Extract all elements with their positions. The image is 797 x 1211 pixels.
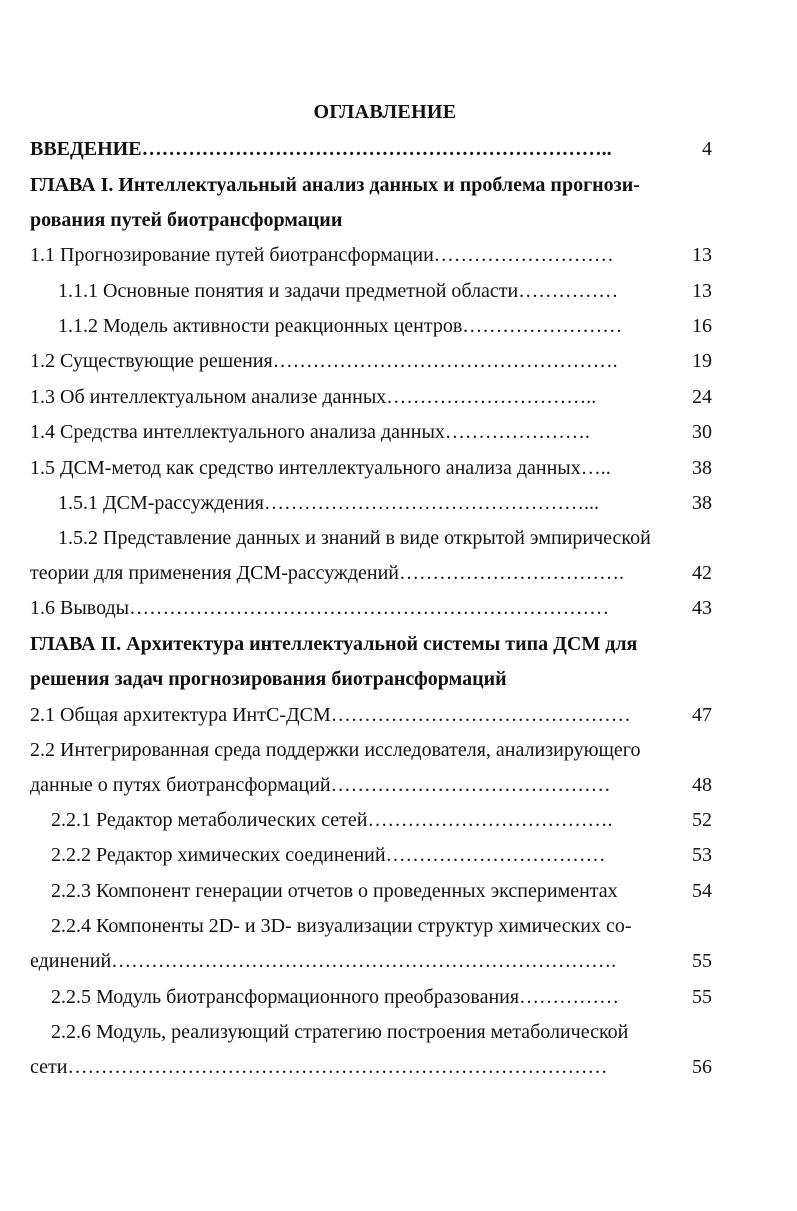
toc-entry-2-2-5: 2.2.5 Модуль биотрансформационного преобразования…………… [51, 986, 620, 1008]
toc-page-2-1: 47 [692, 704, 712, 726]
toc-page-1-5: 38 [692, 457, 712, 479]
toc-page-2-2-6: 56 [692, 1056, 712, 1078]
toc-page-1-5-1: 38 [692, 492, 712, 514]
toc-entry-1-5: 1.5 ДСМ-метод как средство интеллектуального анализа данных….. [30, 457, 611, 479]
toc-entry-2-2-4-line-2: единений…………………………………………………………………. [30, 950, 617, 972]
toc-page-1-1: 13 [692, 244, 712, 266]
toc-page-2-2-2: 53 [692, 844, 712, 866]
toc-entry-2-2-1: 2.2.1 Редактор метаболических сетей………………………………. [51, 809, 613, 831]
toc-page-1-1-1: 13 [692, 280, 712, 302]
toc-entry-1-6: 1.6 Выводы……………………………………………………………… [30, 597, 610, 619]
toc-page-2-2: 48 [692, 774, 712, 796]
chapter-1-title-line-1: ГЛАВА I. Интеллектуальный анализ данных и проблема прогнози- [30, 174, 640, 196]
toc-heading: ОГЛАВЛЕНИЕ [313, 101, 457, 123]
toc-entry-2-2-line-2: данные о путях биотрансформаций…………………………………… [30, 774, 611, 796]
toc-entry-1-1: 1.1 Прогнозирование путей биотрансформации……………………… [30, 244, 614, 266]
chapter-2-title-line-1: ГЛАВА II. Архитектура интеллектуальной системы типа ДСМ для [30, 633, 638, 655]
toc-entry-2-2-4-line-1: 2.2.4 Компоненты 2D- и 3D- визуализации структур химических со- [51, 915, 632, 937]
toc-entry-2-2-6-line-2: сети……………………………………………………………………… [30, 1056, 608, 1078]
toc-page-1-3: 24 [692, 386, 712, 408]
toc-entry-1-3: 1.3 Об интеллектуальном анализе данных………………………….. [30, 386, 597, 408]
toc-page-2-2-4: 55 [692, 950, 712, 972]
chapter-2-title-line-2: решения задач прогнозирования биотрансформаций [30, 668, 507, 690]
toc-entry-1-1-2: 1.1.2 Модель активности реакционных центров…………………… [58, 315, 623, 337]
toc-entry-2-2-line-1: 2.2 Интегрированная среда поддержки исследователя, анализирующего [30, 739, 641, 761]
toc-page-intro: 4 [702, 138, 712, 160]
toc-entry-2-2-6-line-1: 2.2.6 Модуль, реализующий стратегию построения метаболической [51, 1021, 629, 1043]
toc-entry-1-5-2-line-1: 1.5.2 Представление данных и знаний в виде открытой эмпирической [58, 527, 651, 549]
toc-entry-1-4: 1.4 Средства интеллектуального анализа данных…………………. [30, 421, 590, 443]
toc-page-1-4: 30 [692, 421, 712, 443]
toc-entry-2-2-3: 2.2.3 Компонент генерации отчетов о проведенных экспериментах [51, 880, 618, 902]
toc-page-2-2-3: 54 [692, 880, 712, 902]
toc-page-1-1-2: 16 [692, 315, 712, 337]
chapter-1-title-line-2: рования путей биотрансформации [30, 209, 343, 231]
toc-page-1-5-2: 42 [692, 562, 712, 584]
toc-entry-2-1: 2.1 Общая архитектура ИнтС-ДСМ……………………………………… [30, 704, 631, 726]
toc-entry-1-2: 1.2 Существующие решения……………………………………………. [30, 350, 618, 372]
toc-entry-2-2-2: 2.2.2 Редактор химических соединений…………………………… [51, 844, 606, 866]
toc-entry-1-5-2-line-2: теории для применения ДСМ-рассуждений……………………………. [30, 562, 625, 584]
toc-entry-1-1-1: 1.1.1 Основные понятия и задачи предметной области…………… [58, 280, 619, 302]
toc-page-2-2-5: 55 [692, 986, 712, 1008]
toc-entry-1-5-1: 1.5.1 ДСМ-рассуждения…………………………………………... [58, 492, 600, 514]
toc-entry-intro: ВВЕДЕНИЕ…………………………………………………………….. [30, 138, 612, 160]
toc-page-1-6: 43 [692, 597, 712, 619]
toc-page-1-2: 19 [692, 350, 712, 372]
toc-page-2-2-1: 52 [692, 809, 712, 831]
